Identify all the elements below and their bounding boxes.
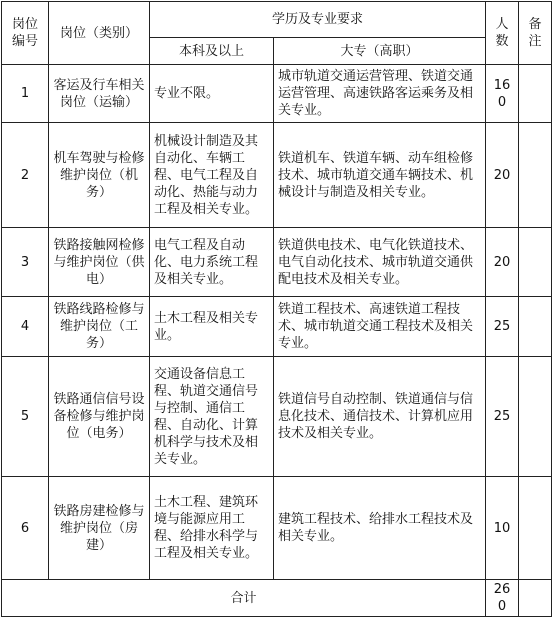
row-college: 铁道供电技术、电气化铁道技术、电气自动化技术、城市轨道交通供配电技术及相关专业。 xyxy=(274,228,486,297)
header-college: 大专（高职） xyxy=(274,38,486,65)
header-post-id: 岗位编号 xyxy=(2,2,49,65)
row-bachelor: 交通设备信息工程、轨道交通信号与控制、通信工程、自动化、计算机科学与技术及相关专业。 xyxy=(150,357,274,477)
row-college: 铁道机车、铁道车辆、动车组检修技术、城市轨道交通车辆技术、机械设计与制造及相关专业。 xyxy=(274,123,486,228)
total-row xyxy=(2,580,552,617)
row-number: 2 xyxy=(2,123,49,228)
table-row xyxy=(2,123,552,228)
row-post: 客运及行车相关岗位（运输） xyxy=(49,65,150,123)
row-remarks xyxy=(519,123,552,228)
row-count: 20 xyxy=(486,123,519,228)
row-count: 10 xyxy=(486,477,519,580)
row-number: 1 xyxy=(2,65,49,123)
total-remarks xyxy=(519,580,552,617)
header-post: 岗位（类别） xyxy=(49,2,150,65)
table-row xyxy=(2,228,552,297)
total-label: 合计 xyxy=(2,580,486,617)
row-post: 铁路线路检修与维护岗位（工务） xyxy=(49,297,150,357)
row-bachelor: 电气工程及自动化、电力系统工程及相关专业。 xyxy=(150,228,274,297)
table-row xyxy=(2,65,552,123)
total-count: 260 xyxy=(486,580,519,617)
row-post: 铁路接触网检修与维护岗位（供电） xyxy=(49,228,150,297)
row-college: 铁道信号自动控制、铁道通信与信息化技术、通信技术、计算机应用技术及相关专业。 xyxy=(274,357,486,477)
row-number: 4 xyxy=(2,297,49,357)
row-college: 城市轨道交通运营管理、铁道交通运营管理、高速铁路客运乘务及相关专业。 xyxy=(274,65,486,123)
row-remarks xyxy=(519,477,552,580)
row-remarks xyxy=(519,228,552,297)
recruitment-table xyxy=(1,1,552,617)
table-row xyxy=(2,297,552,357)
row-post: 机车驾驶与检修维护岗位（机务） xyxy=(49,123,150,228)
row-bachelor: 土木工程及相关专业。 xyxy=(150,297,274,357)
header-row xyxy=(2,2,552,38)
row-post: 铁路通信信号设备检修与维护岗位（电务） xyxy=(49,357,150,477)
row-post: 铁路房建检修与维护岗位（房建） xyxy=(49,477,150,580)
row-number: 3 xyxy=(2,228,49,297)
row-bachelor: 土木工程、建筑环境与能源应用工程、给排水科学与工程及相关专业。 xyxy=(150,477,274,580)
row-count: 25 xyxy=(486,357,519,477)
row-remarks xyxy=(519,357,552,477)
row-number: 6 xyxy=(2,477,49,580)
row-bachelor: 专业不限。 xyxy=(150,65,274,123)
row-college: 铁道工程技术、高速铁道工程技术、城市轨道交通工程技术及相关专业。 xyxy=(274,297,486,357)
row-count: 25 xyxy=(486,297,519,357)
table-row xyxy=(2,357,552,477)
row-remarks xyxy=(519,65,552,123)
row-number: 5 xyxy=(2,357,49,477)
row-bachelor: 机械设计制造及其自动化、车辆工程、电气工程及自动化、热能与动力工程及相关专业。 xyxy=(150,123,274,228)
header-requirements: 学历及专业要求 xyxy=(150,2,486,38)
header-remarks: 备注 xyxy=(519,2,552,65)
row-count: 20 xyxy=(486,228,519,297)
row-remarks xyxy=(519,297,552,357)
row-count: 160 xyxy=(486,65,519,123)
header-bachelor: 本科及以上 xyxy=(150,38,274,65)
row-college: 建筑工程技术、给排水工程技术及相关专业。 xyxy=(274,477,486,580)
table-row xyxy=(2,477,552,580)
header-count: 人数 xyxy=(486,2,519,65)
